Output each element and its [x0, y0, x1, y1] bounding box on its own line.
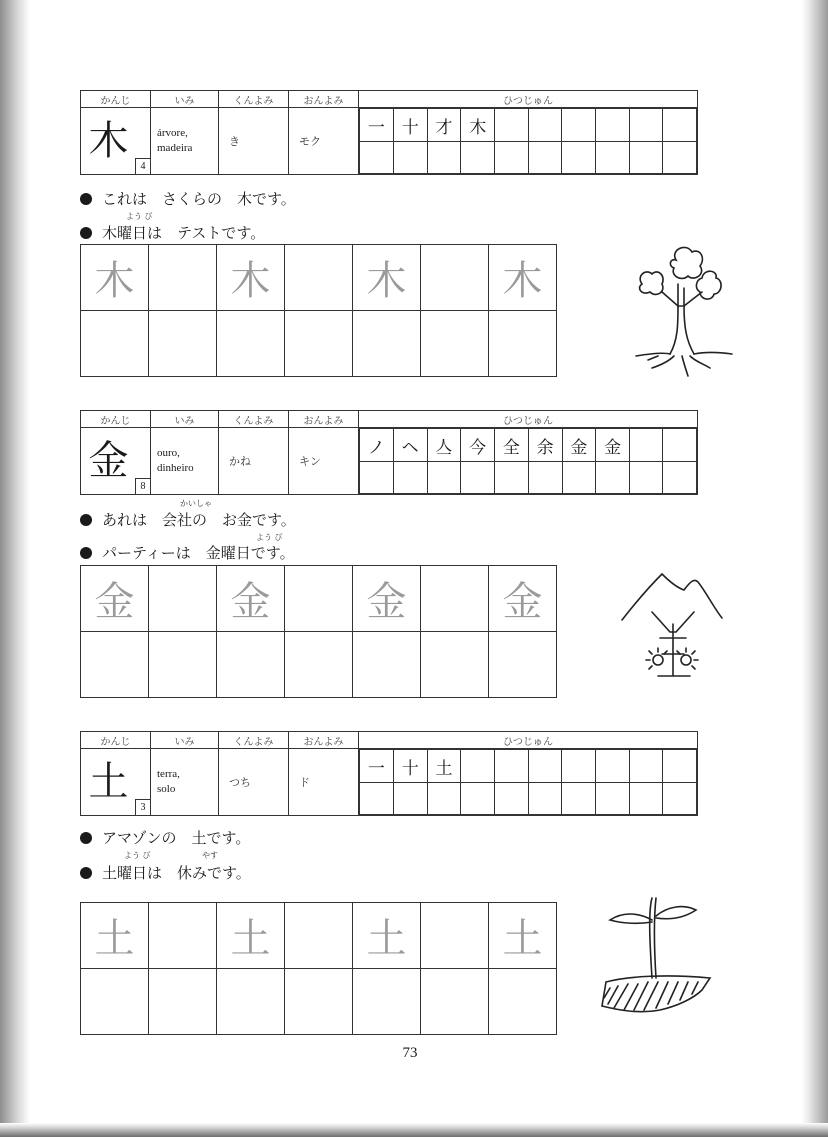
kanji-cell: [81, 428, 151, 495]
kanji-character: 土: [88, 759, 129, 805]
stroke-step: 金: [596, 429, 630, 462]
furigana: やす: [202, 851, 218, 860]
example-sentence: 木曜日は テストです。: [80, 222, 265, 243]
example-sentence: アマゾンの 土です。: [80, 827, 250, 848]
practice-cell[interactable]: 土: [353, 903, 421, 969]
stroke-count: 4: [135, 158, 151, 175]
stroke-order-area: [359, 108, 698, 175]
stroke-step: [629, 750, 663, 783]
header-onyomi: おんよみ: [289, 91, 359, 108]
header-stroke-order: ひつじゅん: [359, 732, 698, 749]
furigana: よう び: [256, 533, 283, 542]
bullet-icon: [80, 514, 92, 526]
practice-cell[interactable]: [149, 245, 217, 311]
stroke-order-area: [359, 749, 698, 816]
practice-cell[interactable]: [285, 903, 353, 969]
stroke-step: [663, 429, 697, 462]
practice-cell[interactable]: [353, 969, 421, 1035]
bullet-icon: [80, 832, 92, 844]
header-kunyomi: くんよみ: [219, 411, 289, 428]
practice-cell[interactable]: [81, 632, 149, 698]
stroke-step: [630, 429, 663, 462]
stroke-order-grid: [359, 749, 697, 815]
header-kanji: かんじ: [81, 411, 151, 428]
tree-icon: [628, 244, 738, 378]
page-edge-shadow-bottom: [0, 1123, 828, 1137]
kanji-info-table: [80, 731, 698, 816]
practice-cell[interactable]: 金: [489, 566, 557, 632]
mountain-gold-icon: [618, 568, 728, 684]
stroke-step: [629, 109, 663, 142]
practice-cell[interactable]: [285, 311, 353, 377]
practice-cell[interactable]: [149, 969, 217, 1035]
furigana: よう び: [124, 851, 151, 860]
header-onyomi: おんよみ: [289, 411, 359, 428]
practice-grid: [80, 244, 557, 377]
kanji-meaning: ouro, dinheiro: [151, 428, 219, 495]
practice-cell[interactable]: [149, 632, 217, 698]
header-onyomi: おんよみ: [289, 732, 359, 749]
practice-cell[interactable]: [217, 969, 285, 1035]
kanji-character: 金: [88, 438, 129, 484]
practice-grid: [80, 565, 557, 698]
stroke-step: 亼: [427, 429, 461, 462]
kanji-kunyomi: つち: [219, 749, 289, 816]
kanji-cell: [81, 749, 151, 816]
kanji-info-table: [80, 410, 698, 495]
stroke-step: [528, 109, 562, 142]
practice-cell[interactable]: 土: [81, 903, 149, 969]
page-number: 73: [402, 1045, 418, 1061]
practice-cell[interactable]: [149, 903, 217, 969]
practice-cell[interactable]: 木: [489, 245, 557, 311]
practice-cell[interactable]: [149, 566, 217, 632]
example-sentence: 土曜日は 休みです。: [80, 862, 251, 883]
practice-cell[interactable]: [217, 311, 285, 377]
stroke-step: 才: [427, 109, 461, 142]
practice-cell[interactable]: 土: [217, 903, 285, 969]
practice-cell[interactable]: [353, 311, 421, 377]
page-edge-shadow-right: [802, 0, 828, 1137]
stroke-count: 8: [135, 478, 151, 495]
stroke-step: [663, 750, 697, 783]
header-stroke-order: ひつじゅん: [359, 411, 698, 428]
practice-cell[interactable]: [285, 245, 353, 311]
stroke-step: [495, 750, 529, 783]
header-kunyomi: くんよみ: [219, 91, 289, 108]
header-stroke-order: ひつじゅん: [359, 91, 698, 108]
kanji-onyomi: キン: [289, 428, 359, 495]
stroke-step: [663, 109, 697, 142]
kanji-character: 木: [88, 118, 129, 164]
stroke-step: 余: [528, 429, 562, 462]
kanji-meaning: terra, solo: [151, 749, 219, 816]
stroke-step: [495, 109, 529, 142]
furigana: かいしゃ: [180, 499, 212, 508]
stroke-order-grid: [359, 428, 697, 494]
header-meaning: いみ: [151, 732, 219, 749]
bullet-icon: [80, 547, 92, 559]
practice-cell[interactable]: [81, 969, 149, 1035]
stroke-step: 全: [495, 429, 529, 462]
stroke-step: [562, 750, 596, 783]
practice-cell[interactable]: 金: [81, 566, 149, 632]
practice-grid: [80, 902, 557, 1035]
practice-cell[interactable]: [489, 632, 557, 698]
kanji-info-table: [80, 90, 698, 175]
stroke-step: ヘ: [393, 429, 427, 462]
practice-cell[interactable]: 木: [353, 245, 421, 311]
sprout-icon: [598, 886, 718, 1016]
practice-cell[interactable]: [81, 311, 149, 377]
stroke-step: 一: [360, 109, 394, 142]
practice-cell[interactable]: [217, 632, 285, 698]
stroke-step: 今: [461, 429, 495, 462]
header-kanji: かんじ: [81, 91, 151, 108]
stroke-step: ノ: [360, 429, 394, 462]
example-sentence: あれは 会社の お金です。: [80, 509, 296, 530]
kanji-kunyomi: き: [219, 108, 289, 175]
example-sentence: パーティーは 金曜日です。: [80, 542, 295, 563]
practice-cell[interactable]: 金: [353, 566, 421, 632]
bullet-icon: [80, 193, 92, 205]
stroke-step: 金: [562, 429, 596, 462]
practice-cell[interactable]: [421, 969, 489, 1035]
practice-cell[interactable]: [421, 245, 489, 311]
header-meaning: いみ: [151, 91, 219, 108]
stroke-step: 木: [461, 109, 495, 142]
practice-cell[interactable]: [489, 311, 557, 377]
practice-cell[interactable]: [421, 566, 489, 632]
header-kanji: かんじ: [81, 732, 151, 749]
page-binding-shadow-left: [0, 0, 30, 1137]
practice-cell[interactable]: 土: [489, 903, 557, 969]
stroke-order-area: [359, 428, 698, 495]
furigana: よう び: [126, 212, 153, 221]
practice-cell[interactable]: 金: [217, 566, 285, 632]
practice-cell[interactable]: [421, 632, 489, 698]
stroke-step: 一: [360, 750, 394, 783]
stroke-step: [562, 109, 596, 142]
practice-cell[interactable]: 木: [217, 245, 285, 311]
kanji-cell: [81, 108, 151, 175]
practice-cell[interactable]: [285, 632, 353, 698]
practice-cell[interactable]: [285, 969, 353, 1035]
example-sentence: これは さくらの 木です。: [80, 188, 296, 209]
stroke-step: [596, 750, 630, 783]
stroke-step: 十: [393, 750, 427, 783]
practice-cell[interactable]: [353, 632, 421, 698]
bullet-icon: [80, 867, 92, 879]
stroke-step: [528, 750, 562, 783]
stroke-step: 十: [393, 109, 427, 142]
stroke-step: 土: [427, 750, 461, 783]
practice-cell[interactable]: [149, 311, 217, 377]
stroke-step: [461, 750, 495, 783]
kanji-kunyomi: かね: [219, 428, 289, 495]
practice-cell[interactable]: 木: [81, 245, 149, 311]
kanji-meaning: árvore, madeira: [151, 108, 219, 175]
header-kunyomi: くんよみ: [219, 732, 289, 749]
practice-cell[interactable]: [421, 311, 489, 377]
practice-cell[interactable]: [421, 903, 489, 969]
stroke-count: 3: [135, 799, 151, 816]
practice-cell[interactable]: [285, 566, 353, 632]
stroke-step: [596, 109, 630, 142]
header-meaning: いみ: [151, 411, 219, 428]
bullet-icon: [80, 227, 92, 239]
kanji-onyomi: モク: [289, 108, 359, 175]
kanji-onyomi: ド: [289, 749, 359, 816]
stroke-order-grid: [359, 108, 697, 174]
practice-cell[interactable]: [489, 969, 557, 1035]
